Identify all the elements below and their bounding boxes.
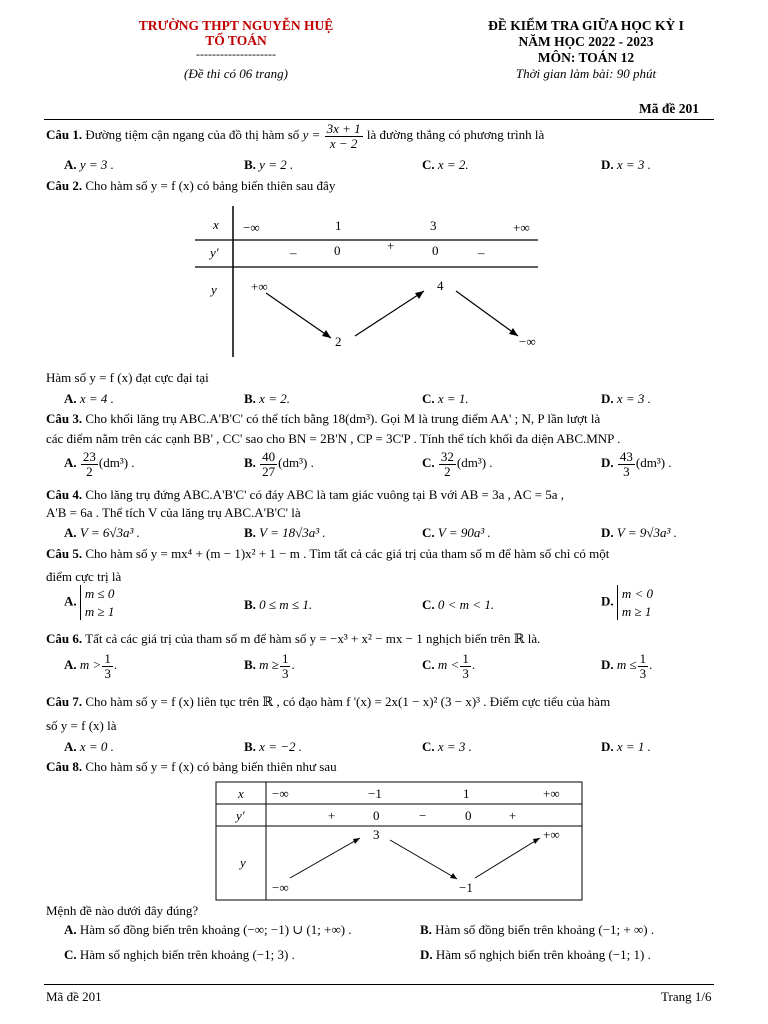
q8-yprime-label: y′: [236, 808, 245, 823]
question-7-line-2: số y = f (x) là: [46, 718, 117, 733]
q4-option-b[interactable]: B. V = 18√3a³ .: [244, 525, 326, 540]
q3-option-c[interactable]: C. $\frac{32}{2}$ (dm³) .: [422, 449, 493, 479]
q4-option-d[interactable]: D. V = 9√3a³ .: [601, 525, 677, 540]
q6-option-c[interactable]: C. m < $\frac{1}{3}$ .: [422, 651, 476, 681]
question-1-fraction: $\frac{3x + 1}{x - 2}$: [326, 121, 361, 151]
q7-option-a[interactable]: A. x = 0 .: [64, 739, 114, 754]
q3-option-d[interactable]: D. $\frac{43}{3}$ (dm³) .: [601, 449, 672, 479]
q4-option-a[interactable]: A. V = 6√3a³ .: [64, 525, 140, 540]
question-1-text: Đường tiệm cận ngang của đồ thị hàm số: [82, 127, 303, 143]
q8-x-neg-1: −1: [368, 786, 382, 801]
footer-rule: [44, 984, 714, 985]
question-7-text: Cho hàm số y = f (x) liên tục trên ℝ , có đạo hàm f '(x) = 2x(1 − x)² (3 − x)³ . Điểm cực tiểu của hàm: [82, 694, 611, 709]
exam-code: Mã đề 201: [639, 101, 699, 116]
question-1-function: y =: [302, 127, 324, 143]
time-limit: Thời gian làm bài: 90 phút: [515, 66, 657, 81]
question-4-text: Cho lăng trụ đứng ABC.A'B'C' có đáy ABC là tam giác vuông tại B với AB = 3a , AC = 5a ,: [82, 487, 565, 502]
question-2-label: Câu 2.: [46, 178, 83, 193]
question-2-text: Cho hàm số y = f (x) có bảng biến thiên sau đây: [82, 178, 336, 193]
q8-sign-2: −: [419, 808, 427, 823]
q2-sign-2: +: [387, 238, 395, 253]
question-5-text: Cho hàm số y = mx⁴ + (m − 1)x² + 1 − m . Tìm tất cả các giá trị của tham số m để hàm số chỉ có một: [82, 546, 610, 561]
exam-title: ĐỀ KIỂM TRA GIỮA HỌC KỲ I: [488, 18, 684, 33]
question-5-line-2: điểm cực trị là: [46, 569, 122, 584]
q5-option-a[interactable]: A. m ≤ 0 m ≥ 1: [64, 586, 115, 619]
q1-option-a[interactable]: A. y = 3 .: [64, 157, 114, 172]
q8-zero-1: 0: [373, 808, 380, 823]
q5-option-d[interactable]: D. m < 0 m ≥ 1: [601, 586, 654, 619]
q2-x-neg-inf: −∞: [243, 220, 260, 235]
q8-option-a[interactable]: A. Hàm số đồng biến trên khoảng (−∞; −1) ∪ (1; +∞) .: [64, 922, 352, 937]
q6-option-a[interactable]: A. m > $\frac{1}{3}$ .: [64, 651, 118, 681]
question-8-label: Câu 8.: [46, 759, 83, 774]
department: TỔ TOÁN: [205, 33, 267, 48]
question-8-text: Cho hàm số y = f (x) có bảng biến thiên như sau: [82, 759, 337, 774]
footer-page-number: Trang 1/6: [661, 989, 712, 1004]
q8-y-pos-inf: +∞: [543, 827, 560, 842]
q8-x-neg-inf: −∞: [272, 786, 289, 801]
q2-zero-1: 0: [334, 243, 341, 258]
question-5-label: Câu 5.: [46, 546, 83, 561]
q7-option-d[interactable]: D. x = 1 .: [601, 739, 651, 754]
q6-option-d[interactable]: D. m ≤ $\frac{1}{3}$ .: [601, 651, 653, 681]
footer-exam-code: Mã đề 201: [46, 989, 102, 1004]
q8-y-min-neg-1: −1: [459, 880, 473, 895]
q5-option-b[interactable]: B. 0 ≤ m ≤ 1.: [244, 597, 313, 612]
q2-y-neg-inf: −∞: [519, 334, 536, 349]
q2-option-b[interactable]: B. x = 2.: [244, 391, 290, 406]
q8-x-label: x: [238, 786, 244, 801]
q1-option-d[interactable]: D. x = 3 .: [601, 157, 651, 172]
q8-sign-1: +: [328, 808, 336, 823]
q2-sign-1: –: [290, 245, 297, 260]
question-7-label: Câu 7.: [46, 694, 83, 709]
q7-option-b[interactable]: B. x = −2 .: [244, 739, 302, 754]
q2-y-min-2: 2: [335, 334, 342, 349]
q8-option-c[interactable]: C. Hàm số nghịch biến trên khoảng (−1; 3) .: [64, 947, 295, 962]
q4-option-c[interactable]: C. V = 90a³ .: [422, 525, 491, 540]
q2-y-label: y: [211, 282, 217, 297]
question-6-text: Tất cả các giá trị của tham số m để hàm số y = −x³ + x² − mx − 1 nghịch biến trên ℝ là.: [82, 631, 541, 646]
q8-x-1: 1: [463, 786, 470, 801]
q2-option-a[interactable]: A. x = 4 .: [64, 391, 114, 406]
q2-x-label: x: [213, 217, 219, 232]
header-dashes: --------------------: [196, 47, 276, 61]
q2-y-max-4: 4: [437, 278, 444, 293]
question-1-label: Câu 1.: [46, 127, 83, 143]
question-1-text-end: là đường thẳng có phương trình là: [363, 127, 545, 143]
q2-zero-2: 0: [432, 243, 439, 258]
q8-zero-2: 0: [465, 808, 472, 823]
q2-x-1: 1: [335, 218, 342, 233]
q2-x-3: 3: [430, 218, 437, 233]
question-3-line-2: các điểm nằm trên các cạnh BB' , CC' sao cho BN = 2B'N , CP = 3C'P . Tính thể tích khối đa diện ABC.MNP .: [46, 431, 621, 446]
q2-y-pos-inf: +∞: [251, 279, 268, 294]
q5-option-c[interactable]: C. 0 < m < 1.: [422, 597, 495, 612]
question-6-label: Câu 6.: [46, 631, 83, 646]
question-3-text: Cho khối lăng trụ ABC.A'B'C' có thể tích bằng 18(dm³). Gọi M là trung điểm AA' ; N, P lần lượt là: [82, 411, 601, 426]
q8-y-max-3: 3: [373, 827, 380, 842]
q8-y-neg-inf: −∞: [272, 880, 289, 895]
q8-sign-3: +: [509, 808, 517, 823]
q8-x-pos-inf: +∞: [543, 786, 560, 801]
q1-option-c[interactable]: C. x = 2.: [422, 157, 469, 172]
school-year: NĂM HỌC 2022 - 2023: [518, 34, 654, 49]
question-3-label: Câu 3.: [46, 411, 83, 426]
q2-option-c[interactable]: C. x = 1.: [422, 391, 469, 406]
q3-option-a[interactable]: A. $\frac{23}{2}$ (dm³) .: [64, 449, 135, 479]
q1-option-b[interactable]: B. y = 2 .: [244, 157, 294, 172]
question-8-ask: Mệnh đề nào dưới đây đúng?: [46, 903, 199, 918]
question-2-ask: Hàm số y = f (x) đạt cực đại tại: [46, 370, 209, 385]
q8-option-d[interactable]: D. Hàm số nghịch biến trên khoảng (−1; 1) .: [420, 947, 651, 962]
q7-option-c[interactable]: C. x = 3 .: [422, 739, 472, 754]
q8-option-b[interactable]: B. Hàm số đồng biến trên khoảng (−1; + ∞) .: [420, 922, 655, 937]
q8-y-label: y: [240, 855, 246, 870]
q2-sign-3: –: [478, 245, 485, 260]
question-4-line-2: A'B = 6a . Thể tích V của lăng trụ ABC.A'B'C' là: [46, 505, 301, 520]
q2-option-d[interactable]: D. x = 3 .: [601, 391, 651, 406]
q2-yprime-label: y': [210, 245, 219, 260]
question-4-label: Câu 4.: [46, 487, 83, 502]
subject: MÔN: TOÁN 12: [537, 50, 635, 65]
q2-x-pos-inf: +∞: [513, 220, 530, 235]
page-count: (Đề thi có 06 trang): [184, 66, 288, 81]
q3-option-b[interactable]: B. $\frac{40}{27}$ (dm³) .: [244, 449, 314, 479]
school-name: TRƯỜNG THPT NGUYỄN HUỆ: [138, 18, 334, 33]
q6-option-b[interactable]: B. m ≥ $\frac{1}{3}$ .: [244, 651, 295, 681]
